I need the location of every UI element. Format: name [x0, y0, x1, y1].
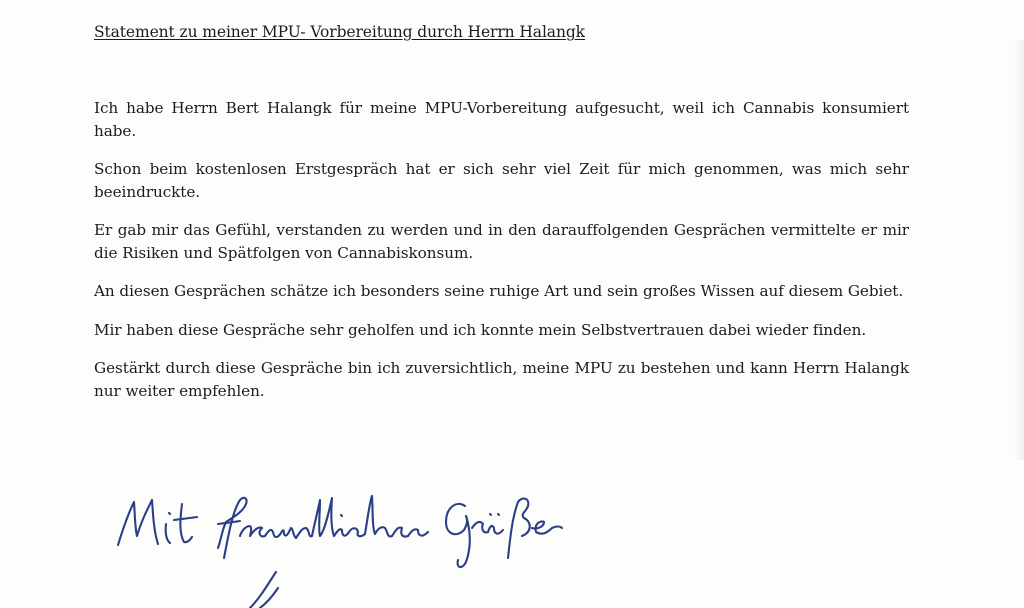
paragraph-5: Mir haben diese Gespräche sehr geholfen und ich konnte mein Selbstvertrauen dabei wieder finden.: [94, 320, 867, 339]
handwriting-strokes: [118, 496, 562, 608]
letter-title: Statement zu meiner MPU- Vorbereitung durch Herrn Halangk: [94, 23, 585, 41]
paragraph-3: Er gab mir das Gefühl, verstanden zu werden und in den darauffolgenden Gesprächen vermittelte er mir die Risiken und Spätfolgen von Cannabiskonsum.: [94, 221, 909, 262]
paragraph-6: Gestärkt durch diese Gespräche bin ich zuversichtlich, meine MPU zu bestehen und kann Herrn Halangk nur weiter empfehlen.: [94, 359, 909, 400]
paragraph-4: An diesen Gesprächen schätze ich besonders seine ruhige Art und sein großes Wissen auf diesem Gebiet.: [94, 282, 904, 300]
page-edge-shadow: [1014, 40, 1024, 460]
handwritten-closing: [100, 470, 620, 608]
handwritten-closing-drawing: [100, 470, 620, 608]
paragraph-2: Schon beim kostenlosen Erstgespräch hat er sich sehr viel Zeit für mich genommen, was mich sehr beeindruckte.: [94, 160, 909, 201]
letter-body: [94, 97, 909, 418]
paragraph-1: Ich habe Herrn Bert Halangk für meine MPU-Vorbereitung aufgesucht, weil ich Cannabis konsumiert habe.: [94, 99, 909, 140]
